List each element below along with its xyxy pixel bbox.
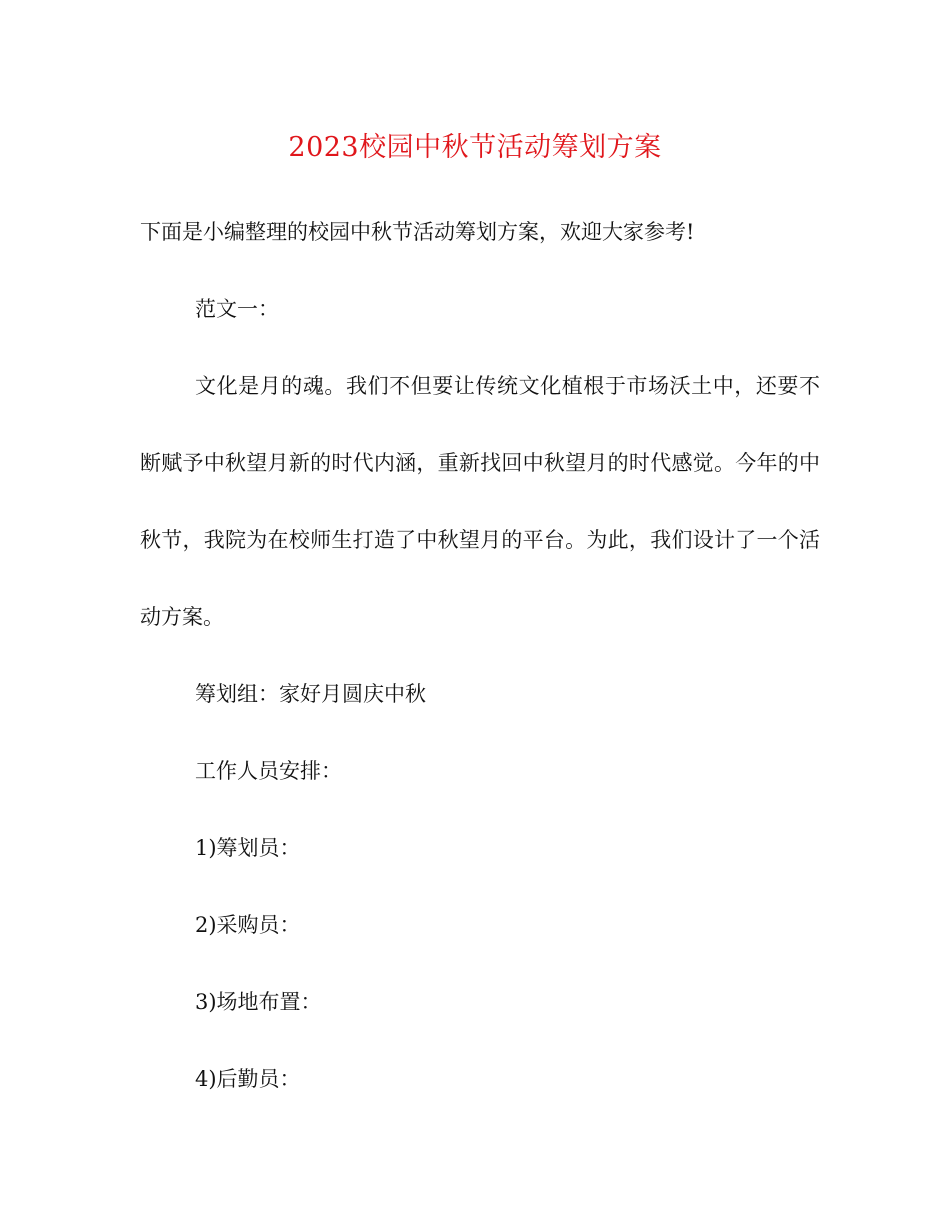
staff-item-purchaser: 2)采购员： bbox=[195, 913, 301, 937]
sample-label: 范文一： bbox=[195, 297, 279, 321]
main-paragraph: 文化是月的魂。我们不但要让传统文化植根于市场沃土中，还要不断赋予中秋望月新的时代内涵，重新找回中秋望月的时代感觉。今年的中秋节，我院为在校师生打造了中秋望月的平台。为此，我们设计了一个活动方案。 bbox=[140, 374, 820, 629]
staff-heading: 工作人员安排： bbox=[195, 759, 342, 783]
staff-item-logistics: 4)后勤员： bbox=[195, 1067, 301, 1091]
staff-item-planner: 1)筹划员： bbox=[195, 836, 301, 860]
intro-paragraph: 下面是小编整理的校园中秋节活动筹划方案，欢迎大家参考! bbox=[140, 220, 695, 244]
staff-item-venue: 3)场地布置： bbox=[195, 990, 322, 1014]
document-title: 2023校园中秋节活动筹划方案 bbox=[288, 132, 662, 163]
planning-group: 筹划组：家好月圆庆中秋 bbox=[195, 682, 426, 706]
document-body bbox=[140, 212, 820, 1136]
